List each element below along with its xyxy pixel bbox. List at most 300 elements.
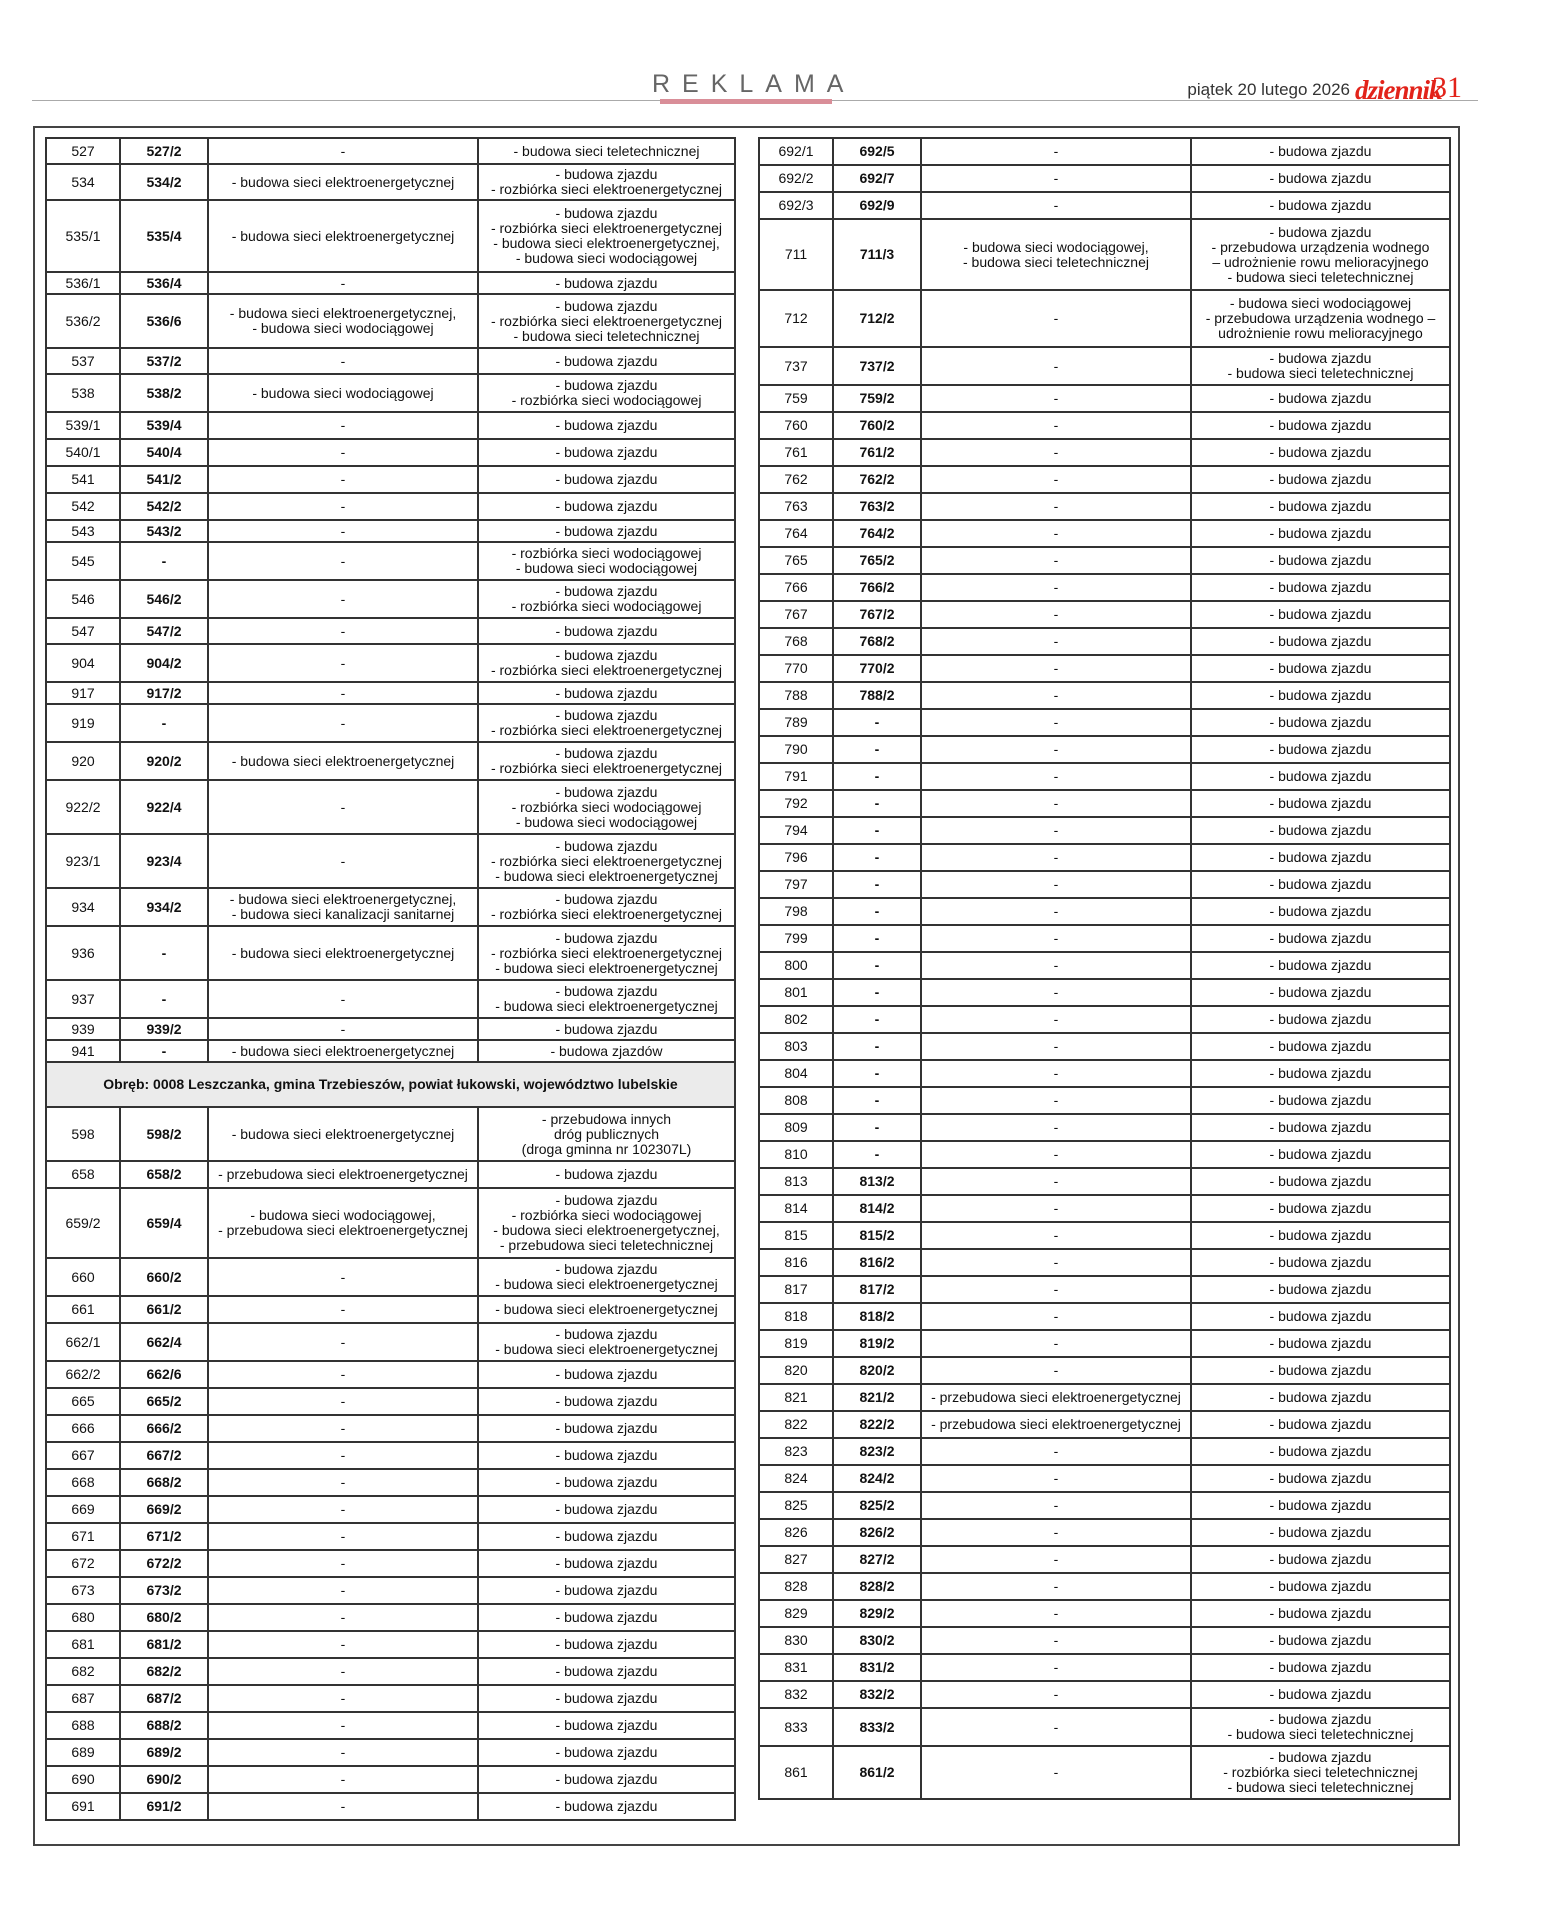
table-row <box>759 1033 1450 1060</box>
road-works <box>478 888 735 926</box>
road-works <box>478 980 735 1018</box>
road-works-line: - budowa zjazdu <box>1269 1092 1372 1108</box>
network-works <box>921 925 1191 952</box>
new-parcel-number: 761/2 <box>833 439 921 466</box>
table-row <box>759 844 1450 871</box>
table-row <box>759 1276 1450 1303</box>
road-works <box>1191 138 1450 165</box>
network-works <box>208 1469 478 1496</box>
table-row <box>759 736 1450 763</box>
parcel-number: 660 <box>46 1258 120 1296</box>
road-works-line: - budowa zjazdu <box>1269 1578 1372 1594</box>
parcel-number: 537 <box>46 348 120 374</box>
road-works-line: - rozbiórka sieci elektroenergetycznej <box>490 181 723 197</box>
new-parcel-number: 760/2 <box>833 412 921 439</box>
road-works-line: - budowa zjazdu <box>1269 687 1372 703</box>
new-parcel-number: 658/2 <box>120 1161 208 1188</box>
network-works-line: - budowa sieci elektroenergetycznej <box>231 1125 455 1142</box>
table-row <box>46 980 735 1018</box>
network-works-line: - <box>340 471 346 487</box>
road-works-line: - budowa sieci elektroenergetycznej <box>495 998 718 1014</box>
network-works-line: - <box>1053 795 1059 811</box>
network-works <box>921 1681 1191 1708</box>
parcel-number: 819 <box>759 1330 833 1357</box>
parcel-number: 798 <box>759 898 833 925</box>
table-row <box>759 192 1450 219</box>
network-works <box>921 844 1191 871</box>
network-works-line: - <box>340 1393 346 1409</box>
road-works-line: - budowa zjazdu <box>1269 1335 1372 1351</box>
table-row <box>759 1195 1450 1222</box>
network-works <box>921 385 1191 412</box>
new-parcel-number: - <box>833 1006 921 1033</box>
network-works <box>921 138 1191 165</box>
parcel-number: 672 <box>46 1550 120 1577</box>
road-works <box>1191 1746 1450 1799</box>
table-row <box>46 1188 735 1258</box>
road-works-line: - budowa zjazdu <box>555 1690 658 1706</box>
new-parcel-number: 536/4 <box>120 272 208 294</box>
parcel-number: 538 <box>46 374 120 412</box>
network-works <box>921 763 1191 790</box>
table-row <box>46 580 735 618</box>
table-row <box>759 628 1450 655</box>
new-parcel-number: 540/4 <box>120 439 208 466</box>
network-works-line: - <box>1053 741 1059 757</box>
road-works <box>478 1793 735 1820</box>
road-works-line: - budowa zjazdu <box>555 205 658 221</box>
network-works <box>208 272 478 294</box>
network-works <box>208 780 478 834</box>
network-works-line: - <box>340 1420 346 1436</box>
new-parcel-number: - <box>833 817 921 844</box>
new-parcel-number: 543/2 <box>120 520 208 542</box>
road-works-line: - przebudowa urządzenia wodnego <box>1211 238 1430 255</box>
table-row <box>759 979 1450 1006</box>
parcel-number: 770 <box>759 655 833 682</box>
road-works-line: - budowa zjazdu <box>555 983 658 999</box>
network-works <box>208 1766 478 1793</box>
road-works-line: - budowa sieci elektroenergetycznej <box>495 1341 718 1357</box>
road-works-line: - budowa zjazdu <box>1269 552 1372 568</box>
parcel-number: 665 <box>46 1388 120 1415</box>
parcel-number: 669 <box>46 1496 120 1523</box>
network-works-line: - <box>340 1582 346 1598</box>
road-works-line: - budowa sieci wodociągowej <box>1229 295 1412 311</box>
network-works-line: - budowa sieci wodociągowej <box>252 320 434 336</box>
network-works <box>921 628 1191 655</box>
new-parcel-number: 822/2 <box>833 1411 921 1438</box>
new-parcel-number: 541/2 <box>120 466 208 493</box>
road-works-line: - budowa zjazdu <box>555 1717 658 1733</box>
road-works <box>478 1296 735 1323</box>
network-works <box>921 1384 1191 1411</box>
network-works-line: - <box>340 1771 346 1787</box>
parcel-number: 920 <box>46 742 120 780</box>
network-works-line: - <box>340 714 346 731</box>
road-works-line: - budowa zjazdu <box>1269 350 1372 366</box>
parcel-number: 824 <box>759 1465 833 1492</box>
parcel-number: 662/1 <box>46 1323 120 1361</box>
new-parcel-number: - <box>833 1141 921 1168</box>
table-row <box>46 1323 735 1361</box>
parcel-number: 546 <box>46 580 120 618</box>
network-works <box>921 347 1191 385</box>
network-works <box>921 290 1191 347</box>
network-works <box>921 1114 1191 1141</box>
new-parcel-number: 680/2 <box>120 1604 208 1631</box>
network-works-line: - <box>1053 579 1059 595</box>
network-works-line: - <box>340 274 346 291</box>
road-works-line: - budowa zjazdu <box>1269 417 1372 433</box>
road-works <box>478 466 735 493</box>
parcel-number: 826 <box>759 1519 833 1546</box>
road-works-line: - rozbiórka sieci elektroenergetycznej <box>490 906 723 922</box>
parcel-number: 831 <box>759 1654 833 1681</box>
table-row <box>759 347 1450 385</box>
table-row <box>46 742 735 780</box>
network-works <box>921 1573 1191 1600</box>
table-row <box>759 790 1450 817</box>
new-parcel-number: 692/7 <box>833 165 921 192</box>
network-works-line: - <box>340 1020 346 1037</box>
table-row <box>46 1018 735 1040</box>
road-works-line: - budowa zjazdu <box>1269 525 1372 541</box>
parcel-number: 832 <box>759 1681 833 1708</box>
road-works-line: - rozbiórka sieci wodociągowej <box>511 392 702 408</box>
new-parcel-number: - <box>833 736 921 763</box>
road-works <box>478 1415 735 1442</box>
network-works-line: - <box>1053 471 1059 487</box>
parcel-table-left <box>45 137 736 1821</box>
table-row <box>759 1746 1450 1799</box>
road-works-line: - budowa zjazdu <box>555 1636 658 1652</box>
road-works <box>478 439 735 466</box>
road-works <box>478 493 735 520</box>
page-header <box>0 0 1558 110</box>
new-parcel-number: 690/2 <box>120 1766 208 1793</box>
table-row <box>46 348 735 374</box>
road-works-line: - budowa sieci teletechnicznej <box>1227 365 1414 381</box>
new-parcel-number: - <box>833 925 921 952</box>
parcel-number: 661 <box>46 1296 120 1323</box>
parcel-number: 814 <box>759 1195 833 1222</box>
table-row <box>46 1658 735 1685</box>
road-works <box>1191 1276 1450 1303</box>
network-works <box>921 1303 1191 1330</box>
road-works-line: - budowa zjazdu <box>1269 1362 1372 1378</box>
network-works <box>208 1658 478 1685</box>
new-parcel-number: 816/2 <box>833 1249 921 1276</box>
parcel-number: 794 <box>759 817 833 844</box>
parcel-number: 822 <box>759 1411 833 1438</box>
road-works <box>1191 1195 1450 1222</box>
table-row <box>759 655 1450 682</box>
road-works <box>1191 439 1450 466</box>
road-works-line: - przebudowa sieci teletechnicznej <box>499 1237 714 1253</box>
new-parcel-number: 788/2 <box>833 682 921 709</box>
parcel-number: 682 <box>46 1658 120 1685</box>
network-works-line: - budowa sieci wodociągowej <box>252 384 434 401</box>
network-works-line: - <box>1053 1470 1059 1486</box>
parcel-number: 667 <box>46 1442 120 1469</box>
table-row <box>46 1296 735 1323</box>
network-works <box>921 439 1191 466</box>
network-works-line: - <box>1053 197 1059 213</box>
road-works-line: - budowa zjazdu <box>555 1528 658 1544</box>
parcel-number: 934 <box>46 888 120 926</box>
road-works-line: - budowa zjazdu <box>555 647 658 663</box>
parcel-number: 760 <box>759 412 833 439</box>
table-row <box>759 1411 1450 1438</box>
parcel-number: 791 <box>759 763 833 790</box>
table-row <box>759 1681 1450 1708</box>
road-works-line: - budowa zjazdu <box>1269 1497 1372 1513</box>
road-works-line: - budowa zjazdu <box>555 1020 658 1037</box>
new-parcel-number: 671/2 <box>120 1523 208 1550</box>
parcel-number: 681 <box>46 1631 120 1658</box>
road-works-line: - rozbiórka sieci wodociągowej <box>511 545 702 561</box>
parcel-number: 547 <box>46 618 120 644</box>
road-works <box>1191 1492 1450 1519</box>
road-works-line: – udrożnienie rowu melioracyjnego <box>1212 253 1429 270</box>
parcel-number: 764 <box>759 520 833 547</box>
new-parcel-number: 829/2 <box>833 1600 921 1627</box>
table-row <box>759 1357 1450 1384</box>
network-works-line: - <box>1053 957 1059 973</box>
network-works-line: - <box>340 1501 346 1517</box>
table-row <box>759 219 1450 290</box>
parcel-number: 759 <box>759 385 833 412</box>
network-works-line: - przebudowa sieci elektroenergetycznej <box>931 1416 1181 1432</box>
table-row <box>759 1330 1450 1357</box>
parcel-number: 543 <box>46 520 120 542</box>
road-works <box>478 644 735 682</box>
parcel-number: 598 <box>46 1107 120 1161</box>
road-works <box>1191 763 1450 790</box>
network-works <box>208 644 478 682</box>
network-works-line: - <box>1053 1497 1059 1513</box>
network-works <box>921 736 1191 763</box>
network-works <box>208 200 478 272</box>
new-parcel-number: 692/5 <box>833 138 921 165</box>
parcel-number: 762 <box>759 466 833 493</box>
network-works-line: - budowa sieci wodociągowej, <box>250 1207 436 1223</box>
road-works-line: - budowa zjazdu <box>1269 903 1372 919</box>
table-row <box>759 290 1450 347</box>
parcel-number: 861 <box>759 1746 833 1799</box>
publication-date: piątek 20 lutego 2026 <box>1187 80 1350 99</box>
road-works <box>478 618 735 644</box>
network-works <box>208 439 478 466</box>
network-works <box>208 1712 478 1739</box>
network-works-line: - <box>1053 633 1059 649</box>
table-row <box>46 1107 735 1161</box>
new-parcel-number: 712/2 <box>833 290 921 347</box>
table-row <box>46 682 735 704</box>
new-parcel-number: 536/6 <box>120 294 208 348</box>
road-works <box>478 1161 735 1188</box>
network-works-line: - <box>1053 849 1059 865</box>
parcel-number: 829 <box>759 1600 833 1627</box>
parcel-number: 692/2 <box>759 165 833 192</box>
new-parcel-number: 759/2 <box>833 385 921 412</box>
network-works <box>921 871 1191 898</box>
network-works-line: - <box>1053 143 1059 159</box>
parcel-number: 711 <box>759 219 833 290</box>
network-works-line: - budowa sieci elektroenergetycznej <box>231 1042 455 1059</box>
parcel-number: 688 <box>46 1712 120 1739</box>
road-works-line: - budowa zjazdu <box>555 583 658 599</box>
new-parcel-number: 825/2 <box>833 1492 921 1519</box>
network-works <box>208 1040 478 1062</box>
road-works-line: - budowa zjazdu <box>1269 1659 1372 1675</box>
road-works-line: - budowa zjazdu <box>555 1366 658 1382</box>
parcel-number: 673 <box>46 1577 120 1604</box>
table-row <box>759 138 1450 165</box>
table-row <box>759 898 1450 925</box>
road-works-line: - budowa zjazdu <box>555 707 658 723</box>
road-works <box>1191 790 1450 817</box>
table-row <box>759 1222 1450 1249</box>
table-row <box>759 1573 1450 1600</box>
road-works <box>478 294 735 348</box>
network-works <box>208 618 478 644</box>
new-parcel-number: - <box>120 980 208 1018</box>
road-works <box>478 1442 735 1469</box>
network-works-line: - przebudowa sieci elektroenergetycznej <box>218 1222 468 1238</box>
network-works-line: - <box>340 522 346 539</box>
new-parcel-number: 546/2 <box>120 580 208 618</box>
road-works <box>1191 1330 1450 1357</box>
network-works-line: - <box>340 1690 346 1706</box>
road-works-line: - budowa sieci wodociągowej <box>515 250 698 266</box>
road-works-line: - budowa zjazdu <box>1269 143 1372 159</box>
network-works <box>921 1141 1191 1168</box>
road-works <box>1191 219 1450 290</box>
road-works <box>478 348 735 374</box>
road-works-line: - budowa zjazdu <box>1269 1605 1372 1621</box>
road-works-line: - budowa sieci wodociągowej <box>515 560 698 576</box>
road-works-line: - budowa zjazdu <box>1269 741 1372 757</box>
road-works-line: - budowa zjazdu <box>1269 444 1372 460</box>
network-works <box>208 1361 478 1388</box>
new-parcel-number: 770/2 <box>833 655 921 682</box>
road-works <box>1191 1438 1450 1465</box>
new-parcel-number: 539/4 <box>120 412 208 439</box>
road-works <box>1191 1600 1450 1627</box>
road-works-line: - budowa zjazdu <box>555 274 658 291</box>
network-works <box>921 1033 1191 1060</box>
road-works-line: - budowa zjazdu <box>555 471 658 487</box>
road-works-line: - budowa zjazdu <box>1269 1749 1372 1765</box>
section-underline <box>660 99 832 104</box>
network-works <box>208 1161 478 1188</box>
table-row <box>759 1060 1450 1087</box>
new-parcel-number: - <box>833 1114 921 1141</box>
road-works-line: - budowa sieci elektroenergetycznej, <box>493 235 720 251</box>
network-works <box>921 1627 1191 1654</box>
road-works <box>478 926 735 980</box>
road-works-line: - budowa zjazdu <box>555 1609 658 1625</box>
road-works-line: - rozbiórka sieci elektroenergetycznej <box>490 662 723 678</box>
road-works <box>478 200 735 272</box>
table-row <box>46 272 735 294</box>
road-works-line: - budowa zjazdu <box>1269 606 1372 622</box>
road-works-line: - budowa zjazdu <box>1269 1711 1372 1727</box>
new-parcel-number: 527/2 <box>120 138 208 164</box>
network-works-line: - <box>340 1609 346 1625</box>
parcel-number: 692/3 <box>759 192 833 219</box>
road-works <box>478 1388 735 1415</box>
parcel-number: 815 <box>759 1222 833 1249</box>
parcel-number: 692/1 <box>759 138 833 165</box>
road-works-line: - budowa zjazdu <box>1269 849 1372 865</box>
network-works-line: - <box>340 1301 346 1317</box>
table-row <box>759 1546 1450 1573</box>
table-row <box>759 1114 1450 1141</box>
network-works-line: - <box>1053 1764 1059 1780</box>
road-works-line: - budowa zjazdu <box>1269 660 1372 676</box>
network-works-line: - <box>340 1663 346 1679</box>
road-works <box>478 1685 735 1712</box>
road-works <box>478 1107 735 1161</box>
parcel-number: 536/2 <box>46 294 120 348</box>
network-works <box>208 1604 478 1631</box>
parcel-number: 809 <box>759 1114 833 1141</box>
new-parcel-number: 537/2 <box>120 348 208 374</box>
road-works-line: - budowa zjazdu <box>1269 1470 1372 1486</box>
network-works-line: - <box>340 1636 346 1652</box>
road-works <box>1191 979 1450 1006</box>
road-works-line: - budowa zjazdu <box>1269 876 1372 892</box>
new-parcel-number: 917/2 <box>120 682 208 704</box>
parcel-number: 540/1 <box>46 439 120 466</box>
table-row <box>46 1523 735 1550</box>
new-parcel-number: 681/2 <box>120 1631 208 1658</box>
network-works <box>921 1546 1191 1573</box>
network-works <box>921 520 1191 547</box>
table-row <box>759 520 1450 547</box>
road-works-line: - budowa zjazdu <box>555 783 658 800</box>
road-works-line: - budowa sieci elektroenergetycznej <box>495 959 718 976</box>
table-row <box>46 1388 735 1415</box>
road-works-line: - rozbiórka sieci teletechnicznej <box>1223 1764 1418 1780</box>
parcel-number: 712 <box>759 290 833 347</box>
road-works-line: - budowa zjazdu <box>1269 1281 1372 1297</box>
road-works-line: - rozbiórka sieci elektroenergetycznej <box>490 722 723 738</box>
network-works <box>921 1222 1191 1249</box>
new-parcel-number: 826/2 <box>833 1519 921 1546</box>
network-works-line: - <box>1053 390 1059 406</box>
network-works <box>921 1330 1191 1357</box>
road-works-line: - budowa zjazdów <box>550 1042 663 1059</box>
road-works-line: - budowa zjazdu <box>555 377 658 393</box>
new-parcel-number: - <box>833 709 921 736</box>
road-works <box>478 1496 735 1523</box>
table-row <box>46 1631 735 1658</box>
network-works <box>921 1195 1191 1222</box>
road-works <box>1191 1654 1450 1681</box>
network-works <box>208 742 478 780</box>
table-row <box>759 493 1450 520</box>
parcel-number: 939 <box>46 1018 120 1040</box>
network-works-line: - <box>1053 1578 1059 1594</box>
parcel-number: 923/1 <box>46 834 120 888</box>
table-row <box>46 1361 735 1388</box>
network-works <box>208 1631 478 1658</box>
network-works <box>921 952 1191 979</box>
